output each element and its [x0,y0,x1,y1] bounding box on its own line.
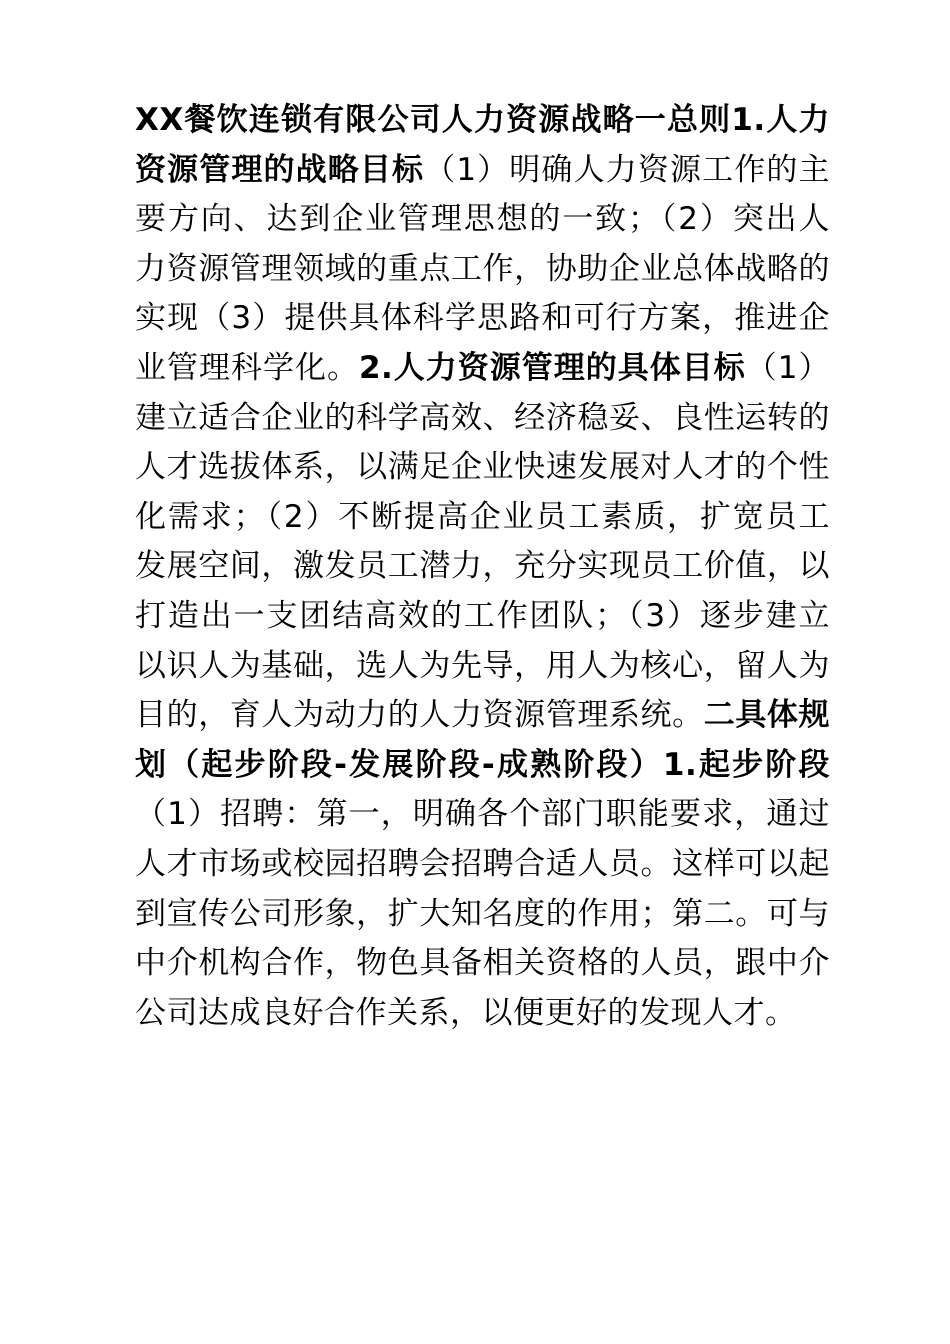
paragraph-recruitment: （1）招聘：第一，明确各个部门职能要求，通过人才市场或校园招聘会招聘合适人员。这样可以起到宣传公司形象，扩大知名度的作用；第二。可与中介机构合作，物色具备相关资格的人员，跟中介公司达成良好合作关系，以便更好的发现人才。 [135,796,830,1031]
document-body [135,96,830,1038]
heading-specific-goals: 2.人力资源管理的具体目标 [358,349,746,386]
paragraph-specific-goals: （1）建立适合企业的科学高效、经济稳妥、良性运转的人才选拔体系，以满足企业快速发展对人才的个性化需求；（2）不断提高企业员工素质，扩宽员工发展空间，激发员工潜力，充分实现员工价值，以打造出一支团结高效的工作团队；（3）逐步建立以识人为基础，选人为先导，用人为核心，留人为目的，育人为动力的人力资源管理系统。 [135,349,830,734]
heading-specific-plan: 二具体规划（起步阶段-发展阶段-成熟阶段）1.起步阶段 [135,697,831,783]
heading-title-general-principles: XX餐饮连锁有限公司人力资源战略一总则1.人力资源管理的战略目标 [135,102,830,188]
paragraph-strategic-goals: （1）明确人力资源工作的主要方向、达到企业管理思想的一致；（2）突出人力资源管理领域的重点工作，协助企业总体战略的实现（3）提供具体科学思路和可行方案，推进企业管理科学化。 [135,151,830,386]
